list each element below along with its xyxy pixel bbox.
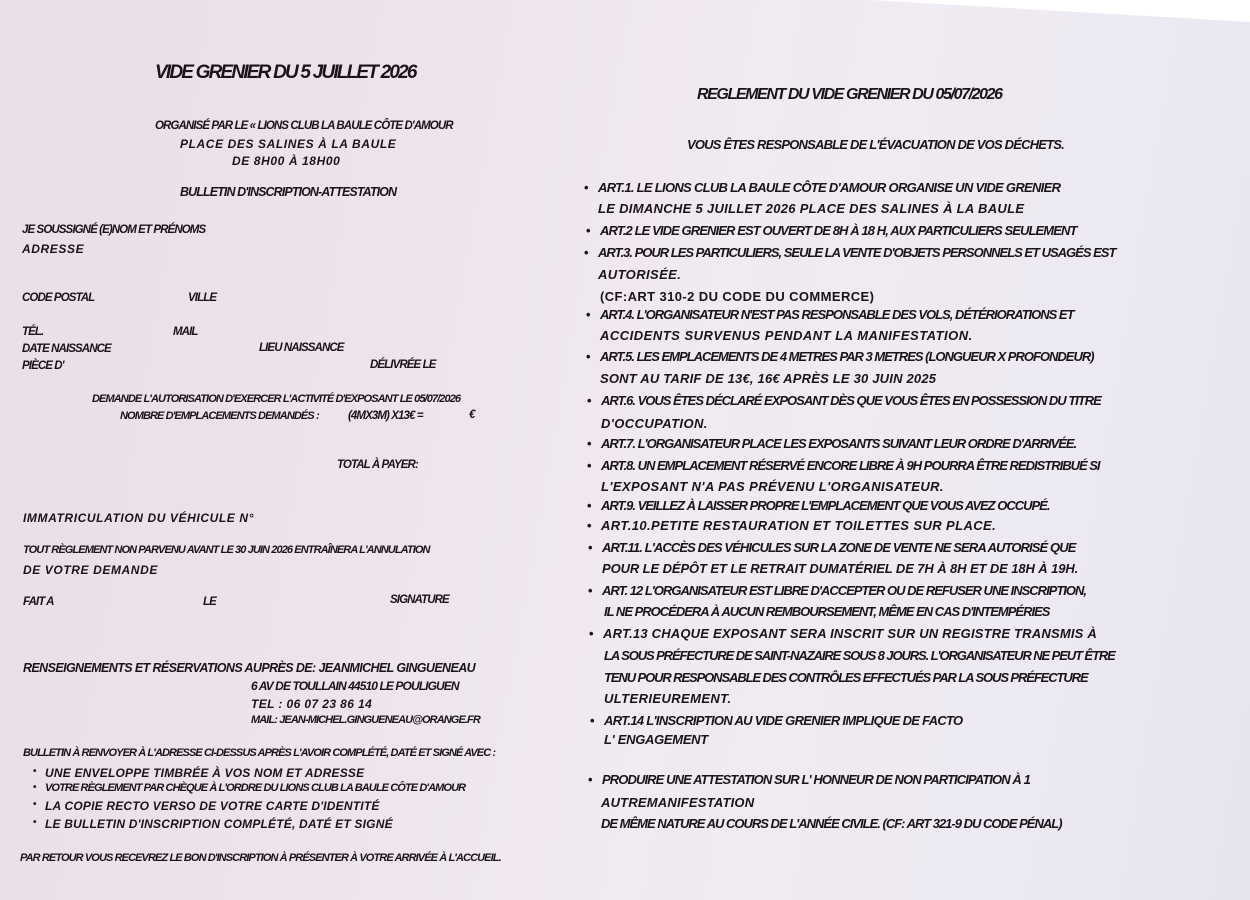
- rules-subtitle: VOUS ÊTES RESPONSABLE DE L'ÉVACUATION DE VOS DÉCHETS.: [687, 137, 1064, 152]
- rule-line: • ART.6. VOUS ÊTES DÉCLARÉ EXPOSANT DÈS QUE VOUS ÊTES EN POSSESSION DU TITRE: [601, 393, 1101, 408]
- rule-line: IL NE PROCÉDERA À AUCUN REMBOURSEMENT, MÊME EN CAS D'INTEMPÉRIES: [604, 604, 1050, 619]
- form-title: BULLETIN D'INSCRIPTION-ATTESTATION: [180, 185, 397, 199]
- rule-line: POUR LE DÉPÔT ET LE RETRAIT DUMATÉRIEL DE 7H À 8H ET DE 18H À 19H.: [602, 561, 1079, 576]
- rule-line: L'EXPOSANT N'A PAS PRÉVENU L'ORGANISATEUR.: [601, 479, 944, 494]
- rule-line: • ART.10.PETITE RESTAURATION ET TOILETTES SUR PLACE.: [601, 518, 996, 533]
- contact-address: 6 AV DE TOULLAIN 44510 LE POULIGUEN: [251, 679, 459, 693]
- city-label: VILLE: [188, 292, 217, 304]
- spots-label: NOMBRE D'EMPLACEMENTS DEMANDÉS :: [120, 410, 319, 422]
- rule-line: • ART. 12 L'ORGANISATEUR EST LIBRE D'ACCEPTER OU DE REFUSER UNE INSCRIPTION,: [602, 583, 1086, 598]
- rule-line: TENU POUR RESPONSABLE DES CONTRÔLES EFFECTUÉS PAR LA SOUS PRÉFECTURE: [604, 670, 1088, 685]
- total-label: TOTAL À PAYER:: [337, 459, 418, 471]
- currency-sign: €: [469, 409, 475, 421]
- rule-line: LE DIMANCHE 5 JUILLET 2026 PLACE DES SALINES À LA BAULE: [598, 201, 1025, 216]
- name-field-label: JE SOUSSIGNÉ (E)NOM ET PRÉNOMS: [22, 224, 206, 236]
- rule-line: AUTORISÉE.: [598, 267, 682, 282]
- request-line: DEMANDE L'AUTORISATION D'EXERCER L'ACTIVITÉ D'EXPOSANT LE 05/07/2026: [92, 393, 461, 405]
- place-line: PLACE DES SALINES À LA BAULE: [180, 137, 397, 151]
- rule-line: LA SOUS PRÉFECTURE DE SAINT-NAZAIRE SOUS 8 JOURS. L'ORGANISATEUR NE PEUT ÊTRE: [604, 648, 1115, 663]
- rule-line: DE MÊME NATURE AU COURS DE L'ANNÉE CIVILE. (CF: ART 321-9 DU CODE PÉNAL): [601, 816, 1062, 831]
- rule-line: • ART.2 LE VIDE GRENIER EST OUVERT DE 8H À 18 H, AUX PARTICULIERS SEULEMENT: [600, 223, 1077, 238]
- return-item: • UNE ENVELOPPE TIMBRÉE À VOS NOM ET ADRESSE: [45, 766, 364, 780]
- issued-label: DÉLIVRÉE LE: [370, 359, 436, 371]
- rule-line: D'OCCUPATION.: [601, 416, 708, 431]
- spots-price: (4MX3M) X13€ =: [348, 410, 423, 422]
- page-corner: [870, 0, 1250, 22]
- rule-line: • ART.14 L'INSCRIPTION AU VIDE GRENIER IMPLIQUE DE FACTO: [604, 713, 962, 728]
- rule-line: • ART.9. VEILLEZ À LAISSER PROPRE L'EMPLACEMENT QUE VOUS AVEZ OCCUPÉ.: [601, 498, 1049, 513]
- rule-line: • ART.7. L'ORGANISATEUR PLACE LES EXPOSANTS SUIVANT LEUR ORDRE D'ARRIVÉE.: [601, 436, 1076, 451]
- birth-date-label: DATE NAISSANCE: [22, 343, 111, 355]
- rule-line: ACCIDENTS SURVENUS PENDANT LA MANIFESTATION.: [600, 328, 973, 343]
- birth-place-label: LIEU NAISSANCE: [259, 342, 344, 354]
- rule-line: L' ENGAGEMENT: [604, 732, 708, 747]
- postal-code-label: CODE POSTAL: [22, 292, 95, 304]
- rule-line: • ART.11. L'ACCÈS DES VÉHICULES SUR LA ZONE DE VENTE NE SERA AUTORISÉ QUE: [602, 540, 1075, 555]
- hours-line: DE 8H00 À 18H00: [232, 154, 341, 168]
- done-at-label: FAIT A: [23, 596, 54, 608]
- contact-mail: MAIL: JEAN-MICHEL.GINGUENEAU@ORANGE.FR: [251, 714, 480, 726]
- cancel-notice-2: DE VOTRE DEMANDE: [23, 563, 158, 577]
- rule-line: • ART.8. UN EMPLACEMENT RÉSERVÉ ENCORE LIBRE À 9H POURRA ÊTRE REDISTRIBUÉ SI: [601, 458, 1100, 473]
- return-item: • LE BULLETIN D'INSCRIPTION COMPLÉTÉ, DATÉ ET SIGNÉ: [45, 817, 393, 831]
- contact-line: RENSEIGNEMENTS ET RÉSERVATIONS AUPRÈS DE: JEANMICHEL GINGUENEAU: [23, 661, 476, 675]
- mail-label: MAIL: [173, 326, 198, 338]
- rule-line: • ART.3. POUR LES PARTICULIERS, SEULE LA VENTE D'OBJETS PERSONNELS ET USAGÉS EST: [598, 245, 1115, 260]
- phone-label: TÉL.: [22, 326, 44, 338]
- cancel-notice-1: TOUT RÈGLEMENT NON PARVENU AVANT LE 30 JUIN 2026 ENTRAÎNERA L'ANNULATION: [23, 544, 430, 556]
- rules-title: REGLEMENT DU VIDE GRENIER DU 05/07/2026: [697, 86, 1002, 103]
- vehicle-label: IMMATRICULATION DU VÉHICULE N°: [23, 511, 255, 525]
- rule-line: SONT AU TARIF DE 13€, 16€ APRÈS LE 30 JUIN 2025: [600, 371, 937, 386]
- return-item: • VOTRE RÈGLEMENT PAR CHÈQUE À L'ORDRE DU LIONS CLUB LA BAULE CÔTE D'AMOUR: [45, 782, 465, 794]
- rule-line: • ART.1. LE LIONS CLUB LA BAULE CÔTE D'AMOUR ORGANISE UN VIDE GRENIER: [598, 180, 1060, 195]
- page-title: VIDE GRENIER DU 5 JUILLET 2026: [155, 62, 416, 83]
- rule-line: • ART.5. LES EMPLACEMENTS DE 4 METRES PAR 3 METRES (LONGUEUR X PROFONDEUR): [600, 349, 1094, 364]
- contact-phone: TEL : 06 07 23 86 14: [251, 697, 373, 711]
- rule-line: • ART.13 CHAQUE EXPOSANT SERA INSCRIT SUR UN REGISTRE TRANSMIS À: [603, 626, 1097, 641]
- return-intro: BULLETIN À RENVOYER À L'ADRESSE CI-DESSUS APRÈS L'AVOIR COMPLÉTÉ, DATÉ ET SIGNÉ AVEC :: [23, 747, 496, 759]
- rule-line: • ART.4. L'ORGANISATEUR N'EST PAS RESPONSABLE DES VOLS, DÉTÉRIORATIONS ET: [600, 307, 1074, 322]
- footer-note: PAR RETOUR VOUS RECEVREZ LE BON D'INSCRIPTION À PRÉSENTER À VOTRE ARRIVÉE À L'ACCUEIL.: [20, 852, 501, 864]
- rule-line: (CF:ART 310-2 DU CODE DU COMMERCE): [600, 289, 875, 304]
- rule-line: • PRODUIRE UNE ATTESTATION SUR L' HONNEUR DE NON PARTICIPATION À 1: [602, 772, 1030, 787]
- rule-line: AUTREMANIFESTATION: [601, 795, 755, 810]
- return-item: • LA COPIE RECTO VERSO DE VOTRE CARTE D'IDENTITÉ: [45, 799, 380, 813]
- date-label: LE: [203, 596, 216, 608]
- id-piece-label: PIÈCE D': [22, 360, 64, 372]
- organiser-line: ORGANISÉ PAR LE « LIONS CLUB LA BAULE CÔTE D'AMOUR: [155, 120, 453, 132]
- address-field-label: ADRESSE: [22, 242, 85, 256]
- rule-line: ULTERIEUREMENT.: [604, 691, 732, 706]
- signature-label: SIGNATURE: [390, 594, 449, 606]
